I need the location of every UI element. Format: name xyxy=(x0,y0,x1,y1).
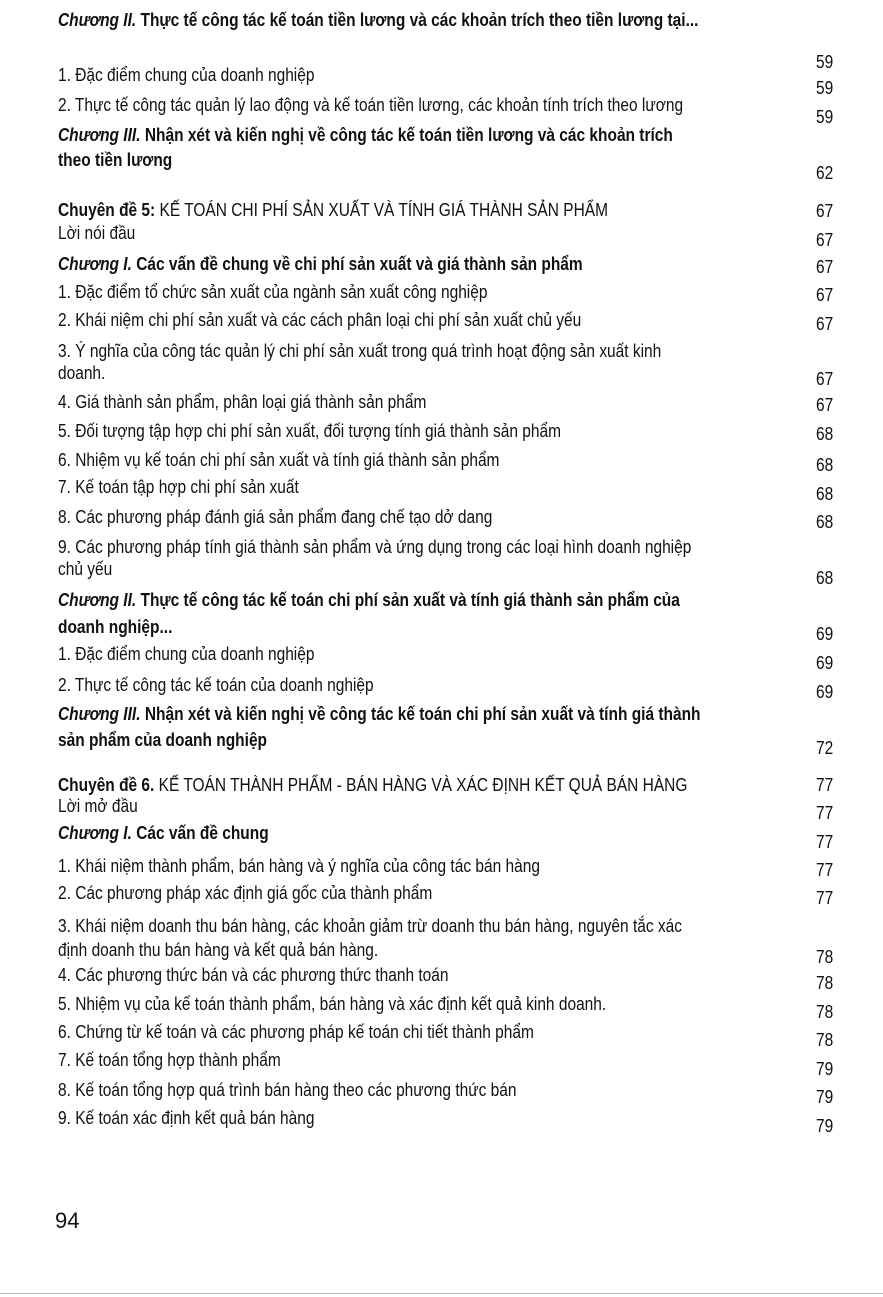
toc-entry-text: 1. Đặc điểm chung của doanh nghiệp xyxy=(58,644,315,664)
toc-entry-text: 3. Ý nghĩa của công tác quản lý chi phí sản xuất trong quá trình hoạt động sản xuất kinh xyxy=(58,341,662,361)
toc-entry-text: 6. Chứng từ kế toán và các phương pháp kế toán chi tiết thành phẩm xyxy=(58,1022,534,1042)
toc-page-number: 69 xyxy=(816,624,834,644)
toc-page-number: 79 xyxy=(816,1059,834,1079)
toc-entry-text: chủ yếu xyxy=(58,559,113,579)
chapter-label: Chương I. xyxy=(58,254,132,274)
topic-label: Chuyên đề 6. xyxy=(58,775,155,795)
toc-entry-text: 4. Các phương thức bán và các phương thức thanh toán xyxy=(58,965,449,985)
toc-entry-line xyxy=(58,309,581,331)
toc-entry-text: 2. Các phương pháp xác định giá gốc của thành phẩm xyxy=(58,883,433,903)
toc-entry-text: Các vấn đề chung về chi phí sản xuất và giá thành sản phẩm xyxy=(136,254,583,274)
toc-page-number: 67 xyxy=(816,201,834,221)
toc-entry-text: 1. Đặc điểm tổ chức sản xuất của ngành sản xuất công nghiệp xyxy=(58,282,488,302)
toc-entry-text: 6. Nhiệm vụ kế toán chi phí sản xuất và tính giá thành sản phẩm xyxy=(58,450,500,470)
toc-entry-line xyxy=(58,362,105,384)
toc-entry-line xyxy=(58,64,314,86)
chapter-label: Chương III. xyxy=(58,704,141,724)
toc-page-number: 79 xyxy=(816,1116,834,1136)
toc-page-number: 68 xyxy=(816,512,834,532)
toc-page-number: 78 xyxy=(816,1030,834,1050)
toc-page-number: 68 xyxy=(816,455,834,475)
toc-entry-line xyxy=(58,1049,281,1071)
toc-page-number: 72 xyxy=(816,738,834,758)
toc-entry-line xyxy=(58,1107,314,1129)
toc-page-number: 77 xyxy=(816,832,834,852)
toc-entry-line xyxy=(58,558,112,580)
toc-entry-text: 9. Kế toán xác định kết quả bán hàng xyxy=(58,1108,315,1128)
toc-entry-line xyxy=(58,674,374,696)
toc-page-number: 77 xyxy=(816,775,834,795)
toc-page-number: 77 xyxy=(816,803,834,823)
toc-entry-line xyxy=(58,822,269,844)
toc-page-number: 59 xyxy=(816,52,834,72)
toc-entry-text: 3. Khái niệm doanh thu bán hàng, các khoản giảm trừ doanh thu bán hàng, nguyên tắc xác xyxy=(58,916,682,936)
toc-entry-line xyxy=(58,643,314,665)
toc-entry-text: Nhận xét và kiến nghị về công tác kế toán tiền lương và các khoản trích xyxy=(144,125,673,145)
toc-entry-text: định doanh thu bán hàng và kết quả bán hàng. xyxy=(58,940,379,960)
topic-label: Chuyên đề 5: xyxy=(58,200,156,220)
toc-page-number: 68 xyxy=(816,568,834,588)
toc-entry-line xyxy=(58,993,606,1015)
toc-entry-line xyxy=(58,703,701,725)
toc-entry-text: theo tiền lương xyxy=(58,150,173,170)
toc-entry-line xyxy=(58,616,172,638)
toc-page-number: 67 xyxy=(816,257,834,277)
toc-entry-line xyxy=(58,589,680,611)
toc-entry-line xyxy=(58,1021,534,1043)
toc-entry-line xyxy=(58,281,487,303)
toc-entry-text: 5. Đối tượng tập hợp chi phí sản xuất, đối tượng tính giá thành sản phẩm xyxy=(58,421,561,441)
chapter-label: Chương I. xyxy=(58,823,132,843)
toc-page-number: 67 xyxy=(816,230,834,250)
toc-entry-text: KẾ TOÁN THÀNH PHẨM - BÁN HÀNG VÀ XÁC ĐỊNH KẾT QUẢ BÁN HÀNG xyxy=(158,775,688,795)
toc-entry-line xyxy=(58,94,683,116)
toc-entry-line xyxy=(58,855,540,877)
toc-entry-line xyxy=(58,420,561,442)
toc-page-number: 62 xyxy=(816,163,834,183)
toc-entry-text: 5. Nhiệm vụ của kế toán thành phẩm, bán hàng và xác định kết quả kinh doanh. xyxy=(58,994,607,1014)
toc-entry-text: sản phẩm của doanh nghiệp xyxy=(58,730,268,750)
toc-entry-text: Lời mở đầu xyxy=(58,796,138,816)
page-number-footer: 94 xyxy=(55,1208,80,1233)
toc-page-number: 69 xyxy=(816,653,834,673)
toc-entry-line xyxy=(58,9,698,31)
toc-entry-line xyxy=(58,253,583,275)
toc-entry-text: 1. Khái niệm thành phẩm, bán hàng và ý nghĩa của công tác bán hàng xyxy=(58,856,540,876)
toc-entry-line xyxy=(58,449,499,471)
toc-entry-text: 2. Thực tế công tác kế toán của doanh nghiệp xyxy=(58,675,374,695)
toc-entry-text: Lời nói đầu xyxy=(58,223,136,243)
toc-entry-line xyxy=(58,199,608,221)
toc-page-number: 67 xyxy=(816,395,834,415)
toc-page-number: 78 xyxy=(816,1002,834,1022)
toc-page-number: 59 xyxy=(816,107,834,127)
toc-page-number: 67 xyxy=(816,369,834,389)
toc-entry-line xyxy=(58,536,691,558)
toc-entry-line xyxy=(58,124,673,146)
toc-page-number: 69 xyxy=(816,682,834,702)
toc-entry-text: doanh nghiệp... xyxy=(58,617,173,637)
toc-entry-line xyxy=(58,729,267,751)
toc-entry-text: 4. Giá thành sản phẩm, phân loại giá thành sản phẩm xyxy=(58,392,427,412)
page-bottom-edge xyxy=(0,1293,883,1294)
toc-entry-line xyxy=(58,795,138,817)
toc-entry-line xyxy=(58,939,378,961)
toc-entry-text: Nhận xét và kiến nghị về công tác kế toán chi phí sản xuất và tính giá thành xyxy=(144,704,701,724)
toc-entry-line xyxy=(58,964,449,986)
toc-page-number: 67 xyxy=(816,285,834,305)
toc-page-number: 68 xyxy=(816,484,834,504)
toc-entry-line xyxy=(58,340,661,362)
toc-page-number: 79 xyxy=(816,1087,834,1107)
chapter-label: Chương II. xyxy=(58,10,137,30)
toc-entry-text: doanh. xyxy=(58,363,106,383)
toc-entry-text: 7. Kế toán tổng hợp thành phẩm xyxy=(58,1050,281,1070)
toc-page-number: 77 xyxy=(816,888,834,908)
toc-entry-text: 1. Đặc điểm chung của doanh nghiệp xyxy=(58,65,315,85)
toc-entry-text: 2. Khái niệm chi phí sản xuất và các cách phân loại chi phí sản xuất chủ yếu xyxy=(58,310,582,330)
toc-page-number: 67 xyxy=(816,314,834,334)
toc-entry-text: Thực tế công tác kế toán tiền lương và các khoản trích theo tiền lương tại... xyxy=(140,10,699,30)
toc-page-number: 68 xyxy=(816,424,834,444)
chapter-label: Chương II. xyxy=(58,590,137,610)
toc-page-number: 77 xyxy=(816,860,834,880)
toc-entry-line xyxy=(58,391,426,413)
toc-entry-text: 2. Thực tế công tác quản lý lao động và kế toán tiền lương, các khoản tính trích theo lương xyxy=(58,95,684,115)
toc-page-number: 78 xyxy=(816,947,834,967)
toc-entry-line xyxy=(58,506,492,528)
toc-entry-line xyxy=(58,774,687,796)
toc-entry-line xyxy=(58,476,299,498)
toc-page-number: 78 xyxy=(816,973,834,993)
toc-entry-text: Thực tế công tác kế toán chi phí sản xuất và tính giá thành sản phẩm của xyxy=(140,590,680,610)
toc-page-number: 59 xyxy=(816,78,834,98)
toc-entry-line xyxy=(58,882,432,904)
toc-entry-text: Các vấn đề chung xyxy=(136,823,269,843)
toc-entry-line xyxy=(58,915,682,937)
toc-entry-text: 9. Các phương pháp tính giá thành sản phẩm và ứng dụng trong các loại hình doanh nghiệp xyxy=(58,537,692,557)
toc-entry-text: 8. Kế toán tổng hợp quá trình bán hàng theo các phương thức bán xyxy=(58,1080,517,1100)
toc-entry-text: KẾ TOÁN CHI PHÍ SẢN XUẤT VÀ TÍNH GIÁ THÀNH SẢN PHẨM xyxy=(159,200,608,220)
toc-entry-text: 7. Kế toán tập hợp chi phí sản xuất xyxy=(58,477,299,497)
chapter-label: Chương III. xyxy=(58,125,141,145)
toc-entry-text: 8. Các phương pháp đánh giá sản phẩm đang chế tạo dở dang xyxy=(58,507,493,527)
toc-entry-line xyxy=(58,1079,516,1101)
toc-entry-line xyxy=(58,222,135,244)
toc-entry-line xyxy=(58,149,172,171)
